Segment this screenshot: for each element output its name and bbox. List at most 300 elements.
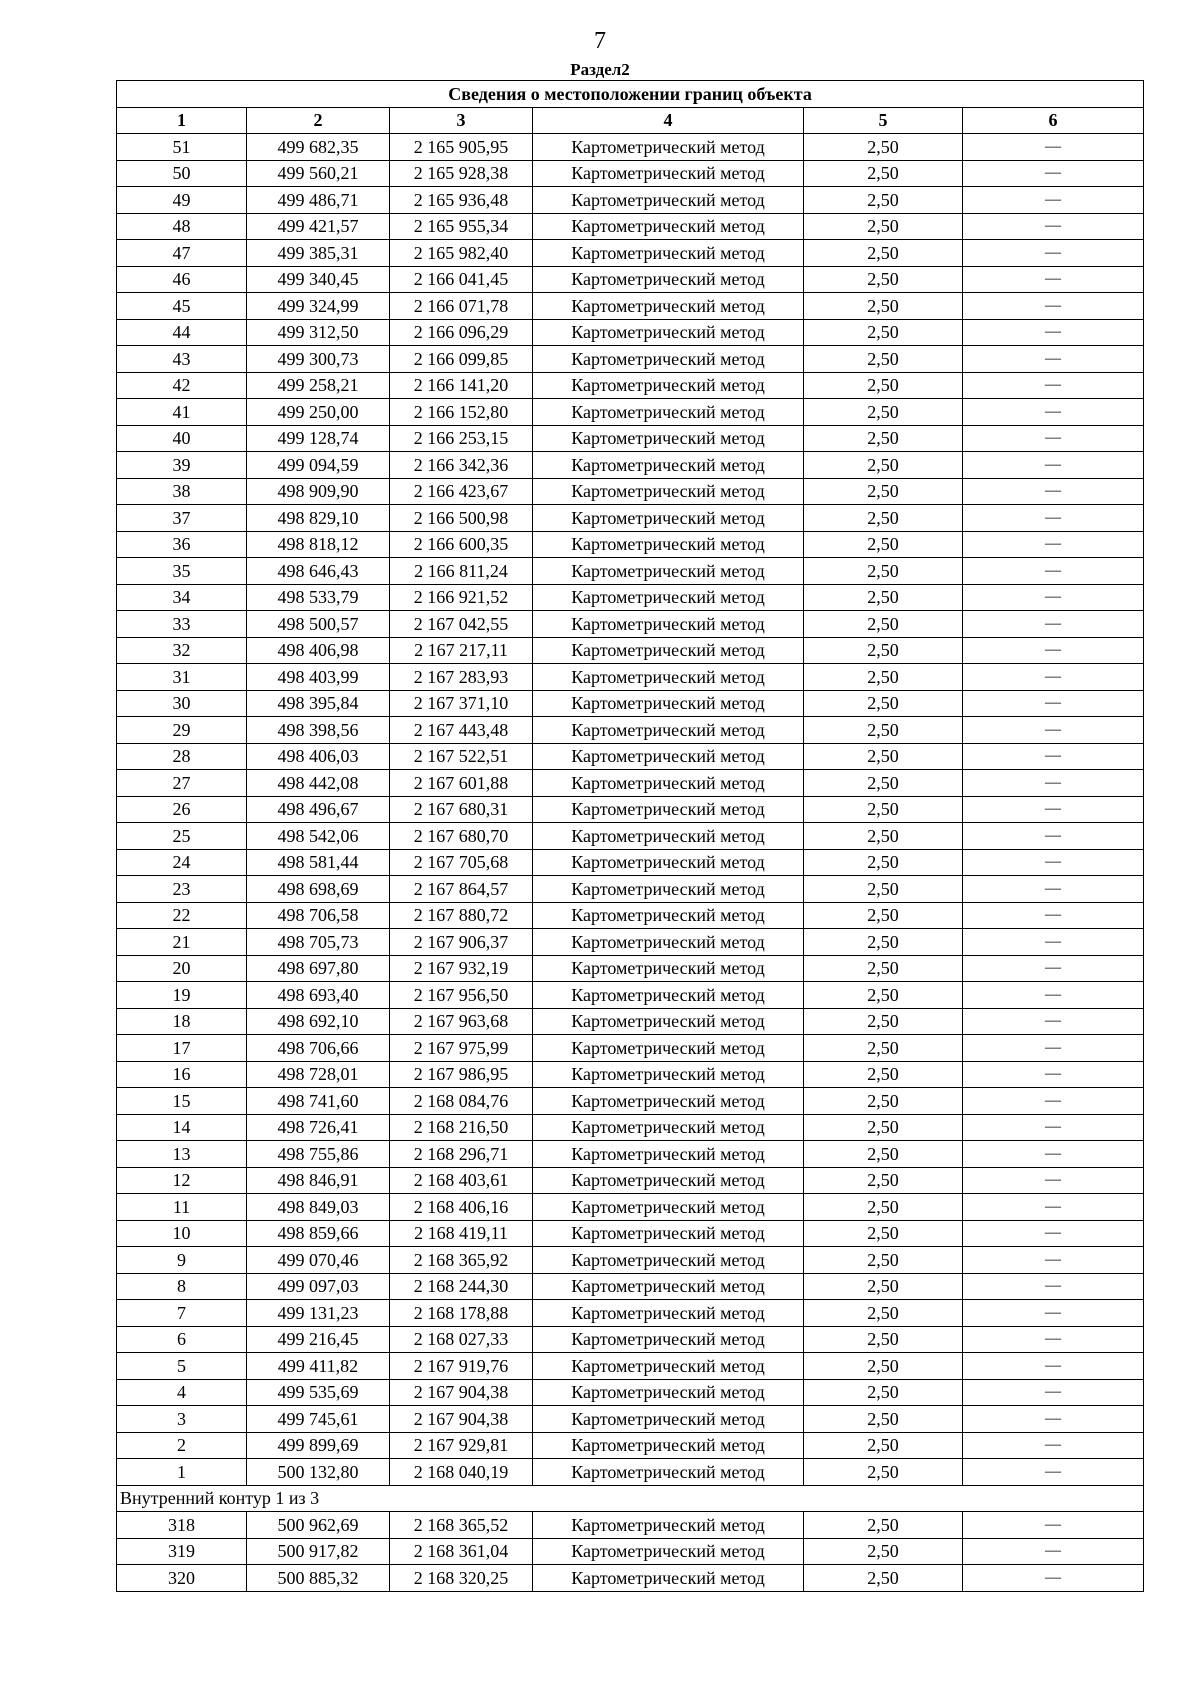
accuracy-cell: 2,50: [804, 1061, 963, 1088]
point-number-cell: 51: [117, 134, 247, 161]
y-coordinate-cell: 2 168 216,50: [390, 1114, 533, 1141]
table-row: [117, 796, 1144, 823]
method-cell: Картометрический метод: [533, 1273, 804, 1300]
description-cell: —: [963, 531, 1144, 558]
y-coordinate-cell: 2 166 921,52: [390, 584, 533, 611]
x-coordinate-cell: 499 216,45: [247, 1326, 390, 1353]
method-cell: Картометрический метод: [533, 187, 804, 214]
method-cell: Картометрический метод: [533, 160, 804, 187]
description-cell: —: [963, 611, 1144, 638]
table-row: [117, 823, 1144, 850]
x-coordinate-cell: 498 693,40: [247, 982, 390, 1009]
contour-row: [117, 1485, 1144, 1512]
method-cell: Картометрический метод: [533, 1379, 804, 1406]
table-row: [117, 664, 1144, 691]
method-cell: Картометрический метод: [533, 1141, 804, 1168]
y-coordinate-cell: 2 166 152,80: [390, 399, 533, 426]
column-header: 5: [804, 107, 963, 134]
point-number-cell: 50: [117, 160, 247, 187]
x-coordinate-cell: 500 885,32: [247, 1565, 390, 1592]
description-cell: —: [963, 717, 1144, 744]
table-caption-row: [117, 81, 1144, 108]
accuracy-cell: 2,50: [804, 770, 963, 797]
x-coordinate-cell: 499 682,35: [247, 134, 390, 161]
table-row: [117, 558, 1144, 585]
x-coordinate-cell: 499 131,23: [247, 1300, 390, 1327]
y-coordinate-cell: 2 166 500,98: [390, 505, 533, 532]
x-coordinate-cell: 498 533,79: [247, 584, 390, 611]
description-cell: —: [963, 1088, 1144, 1115]
point-number-cell: 29: [117, 717, 247, 744]
method-cell: Картометрический метод: [533, 558, 804, 585]
description-cell: —: [963, 1035, 1144, 1062]
y-coordinate-cell: 2 167 963,68: [390, 1008, 533, 1035]
accuracy-cell: 2,50: [804, 1114, 963, 1141]
point-number-cell: 16: [117, 1061, 247, 1088]
accuracy-cell: 2,50: [804, 1220, 963, 1247]
point-number-cell: 45: [117, 293, 247, 320]
method-cell: Картометрический метод: [533, 1300, 804, 1327]
y-coordinate-cell: 2 166 096,29: [390, 319, 533, 346]
x-coordinate-cell: 499 411,82: [247, 1353, 390, 1380]
x-coordinate-cell: 499 250,00: [247, 399, 390, 426]
description-cell: —: [963, 213, 1144, 240]
point-number-cell: 24: [117, 849, 247, 876]
method-cell: Картометрический метод: [533, 346, 804, 373]
point-number-cell: 27: [117, 770, 247, 797]
y-coordinate-cell: 2 167 522,51: [390, 743, 533, 770]
table-row: [117, 1035, 1144, 1062]
description-cell: —: [963, 266, 1144, 293]
accuracy-cell: 2,50: [804, 902, 963, 929]
y-coordinate-cell: 2 167 986,95: [390, 1061, 533, 1088]
x-coordinate-cell: 500 132,80: [247, 1459, 390, 1486]
accuracy-cell: 2,50: [804, 293, 963, 320]
point-number-cell: 23: [117, 876, 247, 903]
point-number-cell: 36: [117, 531, 247, 558]
description-cell: —: [963, 1247, 1144, 1274]
method-cell: Картометрический метод: [533, 955, 804, 982]
point-number-cell: 40: [117, 425, 247, 452]
y-coordinate-cell: 2 167 904,38: [390, 1406, 533, 1433]
accuracy-cell: 2,50: [804, 955, 963, 982]
point-number-cell: 4: [117, 1379, 247, 1406]
table-row: [117, 743, 1144, 770]
description-cell: —: [963, 134, 1144, 161]
x-coordinate-cell: 498 849,03: [247, 1194, 390, 1221]
point-number-cell: 38: [117, 478, 247, 505]
table-row: [117, 955, 1144, 982]
method-cell: Картометрический метод: [533, 1008, 804, 1035]
x-coordinate-cell: 498 406,98: [247, 637, 390, 664]
method-cell: Картометрический метод: [533, 1247, 804, 1274]
description-cell: —: [963, 558, 1144, 585]
method-cell: Картометрический метод: [533, 452, 804, 479]
table-row: [117, 876, 1144, 903]
x-coordinate-cell: 499 560,21: [247, 160, 390, 187]
y-coordinate-cell: 2 168 365,52: [390, 1512, 533, 1539]
x-coordinate-cell: 498 692,10: [247, 1008, 390, 1035]
table-row: [117, 240, 1144, 267]
y-coordinate-cell: 2 167 956,50: [390, 982, 533, 1009]
point-number-cell: 34: [117, 584, 247, 611]
table-row: [117, 293, 1144, 320]
x-coordinate-cell: 498 646,43: [247, 558, 390, 585]
table-row: [117, 1379, 1144, 1406]
method-cell: Картометрический метод: [533, 399, 804, 426]
accuracy-cell: 2,50: [804, 1141, 963, 1168]
description-cell: —: [963, 1538, 1144, 1565]
y-coordinate-cell: 2 167 217,11: [390, 637, 533, 664]
description-cell: —: [963, 664, 1144, 691]
page-number: 7: [594, 28, 606, 54]
description-cell: —: [963, 584, 1144, 611]
y-coordinate-cell: 2 167 680,31: [390, 796, 533, 823]
method-cell: Картометрический метод: [533, 1220, 804, 1247]
table-row: [117, 1247, 1144, 1274]
description-cell: —: [963, 1300, 1144, 1327]
description-cell: —: [963, 425, 1144, 452]
point-number-cell: 8: [117, 1273, 247, 1300]
point-number-cell: 28: [117, 743, 247, 770]
x-coordinate-cell: 498 755,86: [247, 1141, 390, 1168]
description-cell: —: [963, 823, 1144, 850]
accuracy-cell: 2,50: [804, 1353, 963, 1380]
accuracy-cell: 2,50: [804, 1379, 963, 1406]
y-coordinate-cell: 2 166 099,85: [390, 346, 533, 373]
table-header-row: [117, 107, 1144, 134]
description-cell: —: [963, 399, 1144, 426]
point-number-cell: 3: [117, 1406, 247, 1433]
description-cell: —: [963, 1512, 1144, 1539]
table-row: [117, 478, 1144, 505]
method-cell: Картометрический метод: [533, 319, 804, 346]
accuracy-cell: 2,50: [804, 717, 963, 744]
x-coordinate-cell: 498 728,01: [247, 1061, 390, 1088]
point-number-cell: 319: [117, 1538, 247, 1565]
table-row: [117, 1088, 1144, 1115]
x-coordinate-cell: 499 486,71: [247, 187, 390, 214]
table-row: [117, 1141, 1144, 1168]
table-row: [117, 1220, 1144, 1247]
table-row: [117, 982, 1144, 1009]
x-coordinate-cell: 498 581,44: [247, 849, 390, 876]
description-cell: —: [963, 690, 1144, 717]
y-coordinate-cell: 2 167 929,81: [390, 1432, 533, 1459]
x-coordinate-cell: 498 909,90: [247, 478, 390, 505]
x-coordinate-cell: 500 962,69: [247, 1512, 390, 1539]
description-cell: —: [963, 1008, 1144, 1035]
accuracy-cell: 2,50: [804, 1432, 963, 1459]
method-cell: Картометрический метод: [533, 240, 804, 267]
accuracy-cell: 2,50: [804, 478, 963, 505]
point-number-cell: 41: [117, 399, 247, 426]
table-row: [117, 584, 1144, 611]
description-cell: —: [963, 1141, 1144, 1168]
x-coordinate-cell: 498 741,60: [247, 1088, 390, 1115]
x-coordinate-cell: 500 917,82: [247, 1538, 390, 1565]
x-coordinate-cell: 498 398,56: [247, 717, 390, 744]
point-number-cell: 318: [117, 1512, 247, 1539]
description-cell: —: [963, 319, 1144, 346]
description-cell: —: [963, 1061, 1144, 1088]
point-number-cell: 49: [117, 187, 247, 214]
x-coordinate-cell: 499 128,74: [247, 425, 390, 452]
x-coordinate-cell: 498 542,06: [247, 823, 390, 850]
accuracy-cell: 2,50: [804, 1088, 963, 1115]
description-cell: —: [963, 160, 1144, 187]
x-coordinate-cell: 498 403,99: [247, 664, 390, 691]
x-coordinate-cell: 499 340,45: [247, 266, 390, 293]
y-coordinate-cell: 2 166 811,24: [390, 558, 533, 585]
y-coordinate-cell: 2 168 361,04: [390, 1538, 533, 1565]
table-row: [117, 611, 1144, 638]
accuracy-cell: 2,50: [804, 319, 963, 346]
accuracy-cell: 2,50: [804, 823, 963, 850]
x-coordinate-cell: 499 385,31: [247, 240, 390, 267]
method-cell: Картометрический метод: [533, 425, 804, 452]
description-cell: —: [963, 1565, 1144, 1592]
table-row: [117, 929, 1144, 956]
accuracy-cell: 2,50: [804, 664, 963, 691]
point-number-cell: 30: [117, 690, 247, 717]
method-cell: Картометрический метод: [533, 849, 804, 876]
x-coordinate-cell: 498 726,41: [247, 1114, 390, 1141]
description-cell: —: [963, 982, 1144, 1009]
accuracy-cell: 2,50: [804, 584, 963, 611]
point-number-cell: 48: [117, 213, 247, 240]
table-row: [117, 1353, 1144, 1380]
table-row: [117, 346, 1144, 373]
point-number-cell: 18: [117, 1008, 247, 1035]
accuracy-cell: 2,50: [804, 1273, 963, 1300]
point-number-cell: 22: [117, 902, 247, 929]
accuracy-cell: 2,50: [804, 531, 963, 558]
y-coordinate-cell: 2 168 027,33: [390, 1326, 533, 1353]
y-coordinate-cell: 2 168 406,16: [390, 1194, 533, 1221]
accuracy-cell: 2,50: [804, 690, 963, 717]
table-row: [117, 1432, 1144, 1459]
description-cell: —: [963, 637, 1144, 664]
table-row: [117, 902, 1144, 929]
accuracy-cell: 2,50: [804, 1194, 963, 1221]
section-title: Раздел2: [570, 60, 630, 79]
y-coordinate-cell: 2 168 403,61: [390, 1167, 533, 1194]
y-coordinate-cell: 2 166 423,67: [390, 478, 533, 505]
table-row: [117, 160, 1144, 187]
method-cell: Картометрический метод: [533, 1432, 804, 1459]
description-cell: —: [963, 478, 1144, 505]
point-number-cell: 47: [117, 240, 247, 267]
y-coordinate-cell: 2 168 178,88: [390, 1300, 533, 1327]
method-cell: Картометрический метод: [533, 213, 804, 240]
method-cell: Картометрический метод: [533, 1035, 804, 1062]
point-number-cell: 25: [117, 823, 247, 850]
point-number-cell: 14: [117, 1114, 247, 1141]
y-coordinate-cell: 2 166 342,36: [390, 452, 533, 479]
description-cell: —: [963, 1167, 1144, 1194]
point-number-cell: 13: [117, 1141, 247, 1168]
method-cell: Картометрический метод: [533, 717, 804, 744]
column-header: 6: [963, 107, 1144, 134]
description-cell: —: [963, 770, 1144, 797]
column-header: 2: [247, 107, 390, 134]
y-coordinate-cell: 2 168 320,25: [390, 1565, 533, 1592]
table-row: [117, 399, 1144, 426]
method-cell: Картометрический метод: [533, 664, 804, 691]
accuracy-cell: 2,50: [804, 1167, 963, 1194]
point-number-cell: 9: [117, 1247, 247, 1274]
x-coordinate-cell: 499 312,50: [247, 319, 390, 346]
accuracy-cell: 2,50: [804, 1035, 963, 1062]
accuracy-cell: 2,50: [804, 849, 963, 876]
method-cell: Картометрический метод: [533, 743, 804, 770]
method-cell: Картометрический метод: [533, 1194, 804, 1221]
x-coordinate-cell: 499 094,59: [247, 452, 390, 479]
description-cell: —: [963, 796, 1144, 823]
accuracy-cell: 2,50: [804, 134, 963, 161]
point-number-cell: 2: [117, 1432, 247, 1459]
method-cell: Картометрический метод: [533, 929, 804, 956]
table-row: [117, 1273, 1144, 1300]
accuracy-cell: 2,50: [804, 876, 963, 903]
y-coordinate-cell: 2 167 932,19: [390, 955, 533, 982]
point-number-cell: 31: [117, 664, 247, 691]
y-coordinate-cell: 2 166 041,45: [390, 266, 533, 293]
x-coordinate-cell: 498 500,57: [247, 611, 390, 638]
y-coordinate-cell: 2 165 928,38: [390, 160, 533, 187]
y-coordinate-cell: 2 167 904,38: [390, 1379, 533, 1406]
table-row: [117, 770, 1144, 797]
x-coordinate-cell: 498 698,69: [247, 876, 390, 903]
x-coordinate-cell: 498 496,67: [247, 796, 390, 823]
point-number-cell: 44: [117, 319, 247, 346]
accuracy-cell: 2,50: [804, 187, 963, 214]
boundary-table: [116, 80, 1144, 1592]
y-coordinate-cell: 2 167 443,48: [390, 717, 533, 744]
description-cell: —: [963, 849, 1144, 876]
x-coordinate-cell: 498 706,66: [247, 1035, 390, 1062]
column-header: 4: [533, 107, 804, 134]
table-row: [117, 1114, 1144, 1141]
accuracy-cell: 2,50: [804, 399, 963, 426]
description-cell: —: [963, 293, 1144, 320]
method-cell: Картометрический метод: [533, 1512, 804, 1539]
method-cell: Картометрический метод: [533, 1538, 804, 1565]
table-row: [117, 319, 1144, 346]
accuracy-cell: 2,50: [804, 1247, 963, 1274]
y-coordinate-cell: 2 165 936,48: [390, 187, 533, 214]
x-coordinate-cell: 499 324,99: [247, 293, 390, 320]
y-coordinate-cell: 2 166 600,35: [390, 531, 533, 558]
table-row: [117, 1538, 1144, 1565]
table-row: [117, 717, 1144, 744]
description-cell: —: [963, 372, 1144, 399]
y-coordinate-cell: 2 167 880,72: [390, 902, 533, 929]
description-cell: —: [963, 187, 1144, 214]
point-number-cell: 11: [117, 1194, 247, 1221]
x-coordinate-cell: 498 697,80: [247, 955, 390, 982]
method-cell: Картометрический метод: [533, 611, 804, 638]
point-number-cell: 10: [117, 1220, 247, 1247]
point-number-cell: 32: [117, 637, 247, 664]
description-cell: —: [963, 955, 1144, 982]
table-row: [117, 372, 1144, 399]
x-coordinate-cell: 498 829,10: [247, 505, 390, 532]
contour-label: Внутренний контур 1 из 3: [117, 1485, 1144, 1512]
point-number-cell: 5: [117, 1353, 247, 1380]
method-cell: Картометрический метод: [533, 1459, 804, 1486]
table-row: [117, 187, 1144, 214]
y-coordinate-cell: 2 167 680,70: [390, 823, 533, 850]
point-number-cell: 20: [117, 955, 247, 982]
point-number-cell: 35: [117, 558, 247, 585]
table-row: [117, 1300, 1144, 1327]
method-cell: Картометрический метод: [533, 1061, 804, 1088]
x-coordinate-cell: 499 899,69: [247, 1432, 390, 1459]
accuracy-cell: 2,50: [804, 1326, 963, 1353]
description-cell: —: [963, 1326, 1144, 1353]
accuracy-cell: 2,50: [804, 637, 963, 664]
accuracy-cell: 2,50: [804, 266, 963, 293]
method-cell: Картометрический метод: [533, 293, 804, 320]
accuracy-cell: 2,50: [804, 1538, 963, 1565]
y-coordinate-cell: 2 168 084,76: [390, 1088, 533, 1115]
description-cell: —: [963, 743, 1144, 770]
point-number-cell: 19: [117, 982, 247, 1009]
table-row: [117, 690, 1144, 717]
table-row: [117, 849, 1144, 876]
description-cell: —: [963, 1406, 1144, 1433]
accuracy-cell: 2,50: [804, 558, 963, 585]
y-coordinate-cell: 2 167 042,55: [390, 611, 533, 638]
accuracy-cell: 2,50: [804, 505, 963, 532]
accuracy-cell: 2,50: [804, 1565, 963, 1592]
y-coordinate-cell: 2 167 919,76: [390, 1353, 533, 1380]
table-row: [117, 1326, 1144, 1353]
table-row: [117, 1008, 1144, 1035]
accuracy-cell: 2,50: [804, 743, 963, 770]
table-row: [117, 213, 1144, 240]
accuracy-cell: 2,50: [804, 1459, 963, 1486]
table-caption: Сведения о местоположении границ объекта: [117, 81, 1144, 108]
y-coordinate-cell: 2 168 365,92: [390, 1247, 533, 1274]
y-coordinate-cell: 2 166 141,20: [390, 372, 533, 399]
method-cell: Картометрический метод: [533, 1326, 804, 1353]
accuracy-cell: 2,50: [804, 160, 963, 187]
accuracy-cell: 2,50: [804, 1512, 963, 1539]
y-coordinate-cell: 2 165 905,95: [390, 134, 533, 161]
x-coordinate-cell: 498 442,08: [247, 770, 390, 797]
table-row: [117, 1406, 1144, 1433]
point-number-cell: 43: [117, 346, 247, 373]
point-number-cell: 17: [117, 1035, 247, 1062]
y-coordinate-cell: 2 165 955,34: [390, 213, 533, 240]
accuracy-cell: 2,50: [804, 1008, 963, 1035]
point-number-cell: 39: [117, 452, 247, 479]
y-coordinate-cell: 2 168 040,19: [390, 1459, 533, 1486]
y-coordinate-cell: 2 165 982,40: [390, 240, 533, 267]
point-number-cell: 15: [117, 1088, 247, 1115]
table-body: [117, 81, 1144, 1592]
y-coordinate-cell: 2 166 071,78: [390, 293, 533, 320]
x-coordinate-cell: 499 421,57: [247, 213, 390, 240]
method-cell: Картометрический метод: [533, 796, 804, 823]
table-row: [117, 637, 1144, 664]
method-cell: Картометрический метод: [533, 637, 804, 664]
method-cell: Картометрический метод: [533, 531, 804, 558]
point-number-cell: 7: [117, 1300, 247, 1327]
